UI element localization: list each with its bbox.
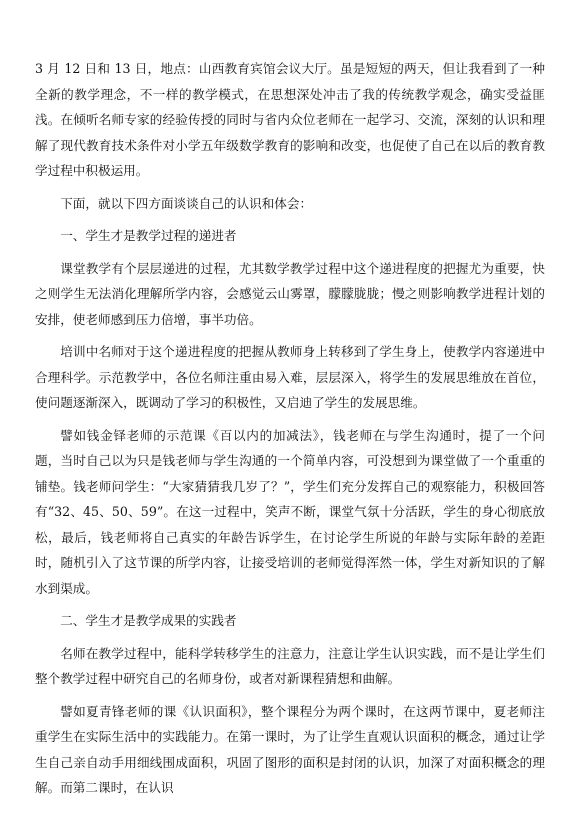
body-paragraph: 譬如夏青锋老师的课《认识面积》，整个课程分为两个课时，在这两节课中，夏老师注重学生在实际生活中的实践能力。在第一课时，为了让学生直观认识面积的概念，通过让学生自己亲自动手用细线围成面积，巩固了图形的面积是封闭的认识，加深了对面积概念的理解。而第二课时，在认识 — [35, 703, 545, 795]
body-paragraph: 名师在教学过程中，能科学转移学生的注意力，注意让学生认识实践，而不是让学生们整个教学过程中研究自己的名师身份，或者对新课程猜想和曲解。 — [35, 645, 545, 686]
lead-paragraph: 下面，就以下四方面谈谈自己的认识和体会： — [60, 195, 313, 211]
intro-paragraph: 3 月 12 日和 13 日，地点：山西教育宾馆会议大厅。虽是短短的两天，但让我看到了一种全新的教学理念，不一样的教学模式，在思想深处冲击了我的传统教学观念，确实受益匪浅。在倾听名师专家的经验传授的同时与省内众位老师在一起学习、交流，深刻的认识和理解了现代教育技术条件对小学五年级数学教育的影响和改变，也促使了自己在以后的教育教学过程中积极运用。 — [35, 61, 545, 178]
document-page — [35, 56, 545, 808]
section-heading-1: 一、学生才是教学过程的递进者 — [60, 228, 237, 243]
body-paragraph: 课堂教学有个层层递进的过程，尤其数学教学过程中这个递进程度的把握尤为重要，快之则学生无法消化理解所学内容，会感觉云山雾罩，朦朦胧胧；慢之则影响教学进程计划的安排，使老师感到压力倍增，事半功倍。 — [35, 260, 545, 327]
body-paragraph: 培训中名师对于这个递进程度的把握从教师身上转移到了学生身上，使教学内容递进中合理科学。示范教学中，各位名师注重由易入难，层层深入，将学生的发展思维放在首位，使问题逐渐深入，既调动了学习的积极性，又启迪了学生的发展思维。 — [35, 344, 545, 410]
body-paragraph: 譬如钱金铎老师的示范课《百以内的加减法》，钱老师在与学生沟通时，提了一个问题，当时自己以为只是钱老师与学生沟通的一个简单内容，可没想到为课堂做了一个重重的铺垫。钱老师问学生：“大家猜猜我几岁了？”，学生们充分发挥自己的观察能力，积极回答有“32、45、50、59”。在这一过程中，笑声不断，课堂气氛十分活跃，学生的身心彻底放松，最后，钱老师将自己真实的年龄告诉学生，在讨论学生所说的年龄与实际年龄的差距时，随机引入了这节课的所学内容，让接受培训的老师觉得浑然一体，学生对新知识的了解水到渠成。 — [35, 427, 545, 596]
section-heading-2: 二、学生才是教学成果的实践者 — [60, 613, 237, 628]
